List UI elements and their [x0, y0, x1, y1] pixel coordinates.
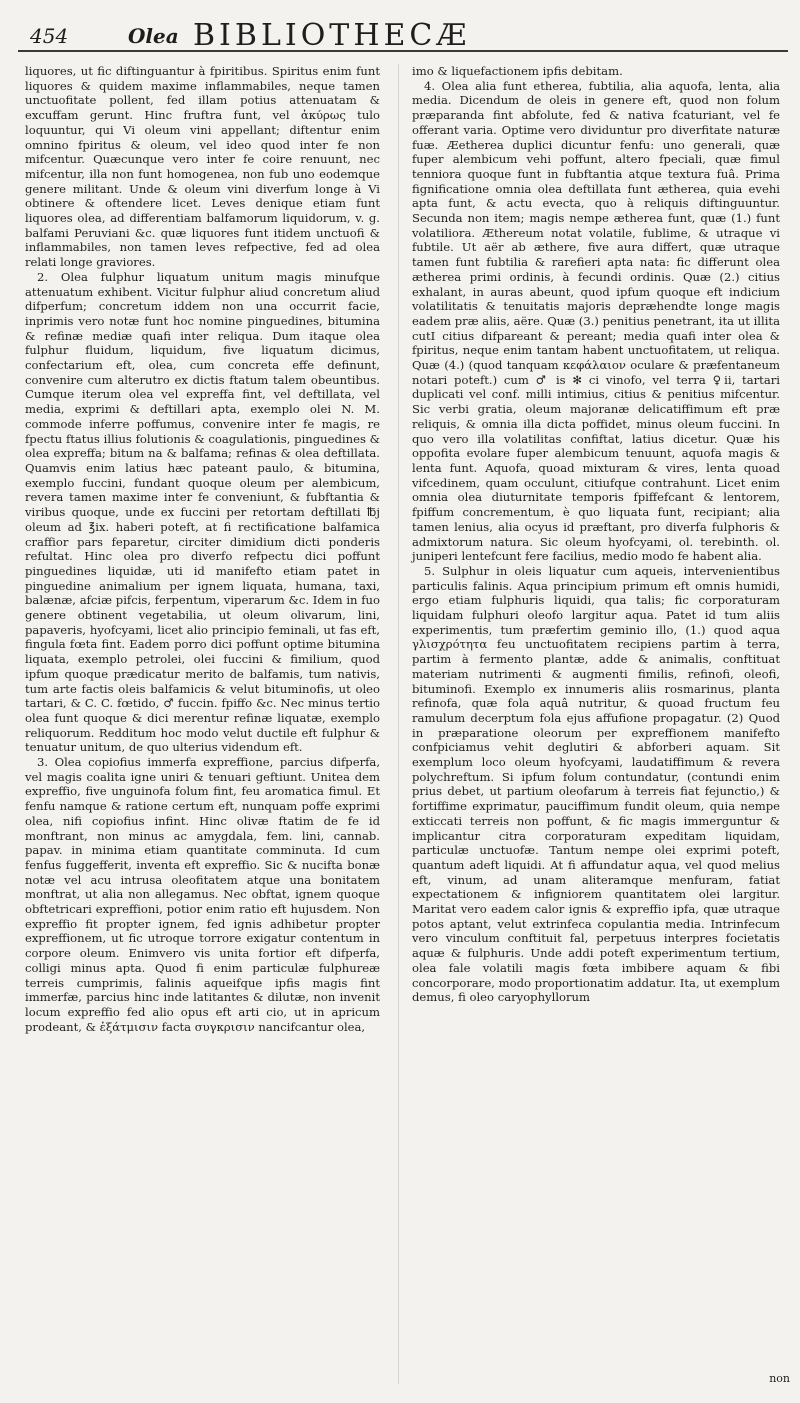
right-column	[412, 64, 780, 1005]
running-head: Olea	[128, 24, 179, 48]
paragraph: 3. Olea copiofius immerfa expreffione, parcius difperfa, vel magis coalita igne uniri & tenuari geftiunt. Unitea dem expreffio, five unguinofa folum fint, feu aromatica fimul. Et fenfu namque & ratione certum eft, nunquam poffe exprimi olea, nifi copiofius infint. Hinc olivæ ftatim de fe id monftrant, non minus ac amygdala, fem. lini, cannab. papav. in minima etiam quantitate comminuta. Id cum fenfus fuggefferit, inventa eft expreffio. Sic & nucifta bonæ notæ vel acu intrusa oleofitatem atque una bonitatem monftrat, ut alia non allegamus. Nec obftat, ignem quoque obftetricari expreffioni, potior enim ratio eft hujusdem. Non expreffio fit propter ignem, fed ignis adhibetur propter expreffionem, ut fic utroque torrore exigatur contentum in corpore oleum. Enimvero vis unita fortior eft difperfa, colligi minus apta. Quod fi enim particulæ fulphureæ terreis cumprimis, falinis aqueifque ipfis magis fint immerfæ, parcius hinc inde latitantes & dilutæ, non invenit locum expreffio fed alio opus eft arti cio, ut in apricum prodeant, & ἐξάτμισιν facta συγκρισιν nancifcantur olea,	[25, 755, 380, 1034]
left-column	[25, 64, 380, 1034]
page-number: 454	[30, 24, 69, 48]
paragraph: 4. Olea alia funt etherea, fubtilia, alia aquofa, lenta, alia media. Dicendum de oleis in genere eft, quod non folum præparanda fint abfolute, fed & nativa fcaturiant, vel fe offerant varia. Optime vero dividuntur pro diverfitate naturæ fuæ. Æetherea duplici dicuntur fenfu: uno generali, quæ fuper alembicum vehi poffunt, altero fpeciali, quæ fimul tenniora quoque funt in fubftantia atque textura fuâ. Prima fignificatione omnia olea deftillata funt ætherea, quia evehi apta funt, & actu evecta, quo à reliquis diftinguuntur. Secunda non item; magis nempe ætherea funt, quæ (1.) funt volatiliora. Æthereum notat volatile, fublime, & utraque vi fubtile. Ut aër ab æthere, five aura differt, quæ utraque tamen funt fubtilia & rarefieri apta nata: fic differunt olea ætherea primi ordinis, à fecundi ordinis. Quæ (2.) citius exhalant, in auras abeunt, quod ipfum quoque eft indicium volatilitatis & tenuitatis majoris depræhendte longe magis eadem præ aliis, aëre. Quæ (3.) penitius penetrant, ita ut illita cutI citius difpareant & pereant; media quafi inter olea & fpiritus, neque enim tantam habent unctuofitatem, ut reliqua. Quæ (4.) (quod tanquam κεφάλαιον oculare & præfentaneum notari poteft.) cum ♂ is ✻ ci vinofo, vel terra ♀ii, tartari duplicati vel conf. milli intimius, citius & penitius mifcentur. Sic verbi gratia, oleum majoranæ delicatiffimum eft præ reliquis, & omnia illa dicta poffidet, minus oleum fuccini. In quo vero illa volatilitas confiftat, latius dicetur. Quæ his oppofita evolare fuper alembicum tenuunt, aquofa magis & lenta funt. Aquofa, quoad mixturam & vires, lenta quoad vifcedinem, quam occulunt, citiufque contrahunt. Licet enim omnia olea diuturnitate temporis fpiffefcant & lentorem, fpiffum concrementum, è quo liquata funt, recipiant; alia tamen lenius, alia ocyus id præftant, pro diverfa fulphoris & admixtorum natura. Sic oleum hyofcyami, ol. terebinth. ol. juniperi lentefcunt fere facilius, medio modo fe habent alia.	[412, 78, 780, 564]
paragraph: imo & liquefactionem ipfis debitam.	[412, 64, 623, 78]
column-gutter	[398, 64, 399, 1384]
paragraph: 2. Olea fulphur liquatum unitum magis minufque attenuatum exhibent. Vicitur fulphur aliud concretum aliud difperfum; concretum iddem non una occurrit facie, inprimis vero notæ funt hoc nomine pinguedines, bitumina & refinæ mediæ quafi inter reliqua. Dum itaque olea fulphur fluidum, liquidum, five liquatum dicimus, confectarium eft, olea, cum concreta effe definunt, convenire cum alterutro ex dictis ftatum talem obeuntibus. Cumque iterum olea vel expreffa fint, vel deftillata, vel media, exprimi & deftillari apta, exemplo olei N. M. commode inferre poffumus, convenire inter fe magis, re fpectu ftatus illius folutionis & coagulationis, pinguedines & olea expreffa; bitum na & balfama; refinas & olea deftillata. Quamvis enim latius hæc pateant paulo, & bitumina, exemplo fuccini, fundant quoque oleum per alembicum, revera tamen maxime inter fe conveniunt, & fubftantia & viribus quoque, unde ex fuccini per retortam deftillati ℔j oleum ad ℥ix. haberi poteft, at fi rectificatione balfamica craffior pars feparetur, circiter dimidium dicti ponderis refultat. Hinc olea pro diverfo refpectu dici poffunt pinguedines liquidæ, uti id manifefto etiam patet in pinguedine animalium per ignem liquata, humana, taxi, balænæ, afciæ pifcis, ferpentum, viperarum &c. Idem in fuo genere obtinent vegetabilia, ut oleum olivarum, lini, papaveris, hyofcyami, licet alio principio feminali, ut fas eft, fingula fœta fint. Eadem porro dici poffunt optime bitumina liquata, exemplo petrolei, olei fuccini & fimilium, quod ipfum quoque prædicatur merito de balfamis, tum nativis, tum arte factis oleis balfamicis & velut bituminofis, ut oleo tartari, & C. C. fœtido, ♂ fuccin. fpiffo &c. Nec minus tertio olea funt quoque & dici merentur refinæ liquatæ, exemplo reliquorum. Redditum hoc modo velut ductile eft fulphur & tenuatur unitum, de quo ulterius videndum eft.	[25, 269, 380, 755]
paragraph: 5. Sulphur in oleis liquatur cum aqueis, intervenientibus particulis falinis. Aqua principium primum eft omnis humidi, ergo etiam fulphuris liquidi, qua talis; fic corporaturam liquidam fulphuri oleofo largitur aqua. Patet id tum aliis experimentis, tum præfertim geminio illo, (1.) quod aqua γλισχρότητα feu unctuofitatem recipiens partim à terra, partim à fermento plantæ, adde & animalis, conftituat materiam nutrimenti & augmenti fimilis, refinofi, oleofi, bituminofi. Exemplo ex innumeris aliis rosmarinus, planta refinofa, quæ fola aquâ nutritur, & quoad fructum feu ramulum decerptum fola ejus affufione propagatur. (2) Quod in præparatione oleorum per expreffionem manifefto confpiciamus vehit deglutiri & abforberi aquam. Sit exemplum loco oleum hyofcyami, laudatiffimum & revera polychreftum. Si ipfum folum contundatur, (contundi enim prius debet, ut partium oleofarum à terreis fiat fejunctio,) & fortiffime exprimatur, pauciffimum fundit oleum, quia nempe exticcati terreis non poffunt, & fic magis immerguntur & implicantur citra corporaturam expeditam liquidam, particulæ unctuofæ. Tantum nempe olei exprimi poteft, quantum adeft liquidi. At fi affundatur aqua, vel quod melius eft, vinum, ad unam aliteramque menfuram, fatiat expectationem & infigniorem quantitatem olei largitur. Maritat vero eadem calor ignis & expreffio ipfa, quæ utraque potos aptant, velut extrinfeca copulantia media. Intrinfecum vero vinculum conftituit fal, perpetuus interpres focietatis aquæ & fulphuris. Unde addi poteft experimentum tertium, olea fale volatili magis fœta imbibere aquam & fibi concorporare, modo proportionatim addatur. Ita, ut exemplum demus, fi oleo caryophyllorum	[412, 563, 780, 1005]
catchword: non	[769, 1372, 790, 1385]
page-header	[18, 16, 788, 52]
page-title: BIBLIOTHECÆ	[193, 18, 471, 53]
paragraph: liquores, ut fic diftinguantur à fpiritibus. Spiritus enim funt liquores & quidem maxime inflammabiles, neque tamen unctuofitate pollent, fed illam potius attenuatam & excuffam gerunt. Hinc fruftra funt, vel ἀκύρως tulo loquuntur, qui Vi oleum vini appellant; diftentur enim omnino fpiritus & oleum, vel ideo quod inter fe non mifcentur. Quæcunque vero inter fe coire renuunt, nec mifcentur, illa non funt homogenea, non fub uno eodemque genere militant. Unde & oleum vini diverfum longe à Vi obtinere & oftendere licet. Leves denique etiam funt liquores olea, ad differentiam balfamorum liquidorum, v. g. balfami Peruviani &c. quæ liquores funt itidem unctuofi & inflammabiles, non tamen leves refpective, fed ad olea relati longe graviores.	[25, 64, 380, 270]
